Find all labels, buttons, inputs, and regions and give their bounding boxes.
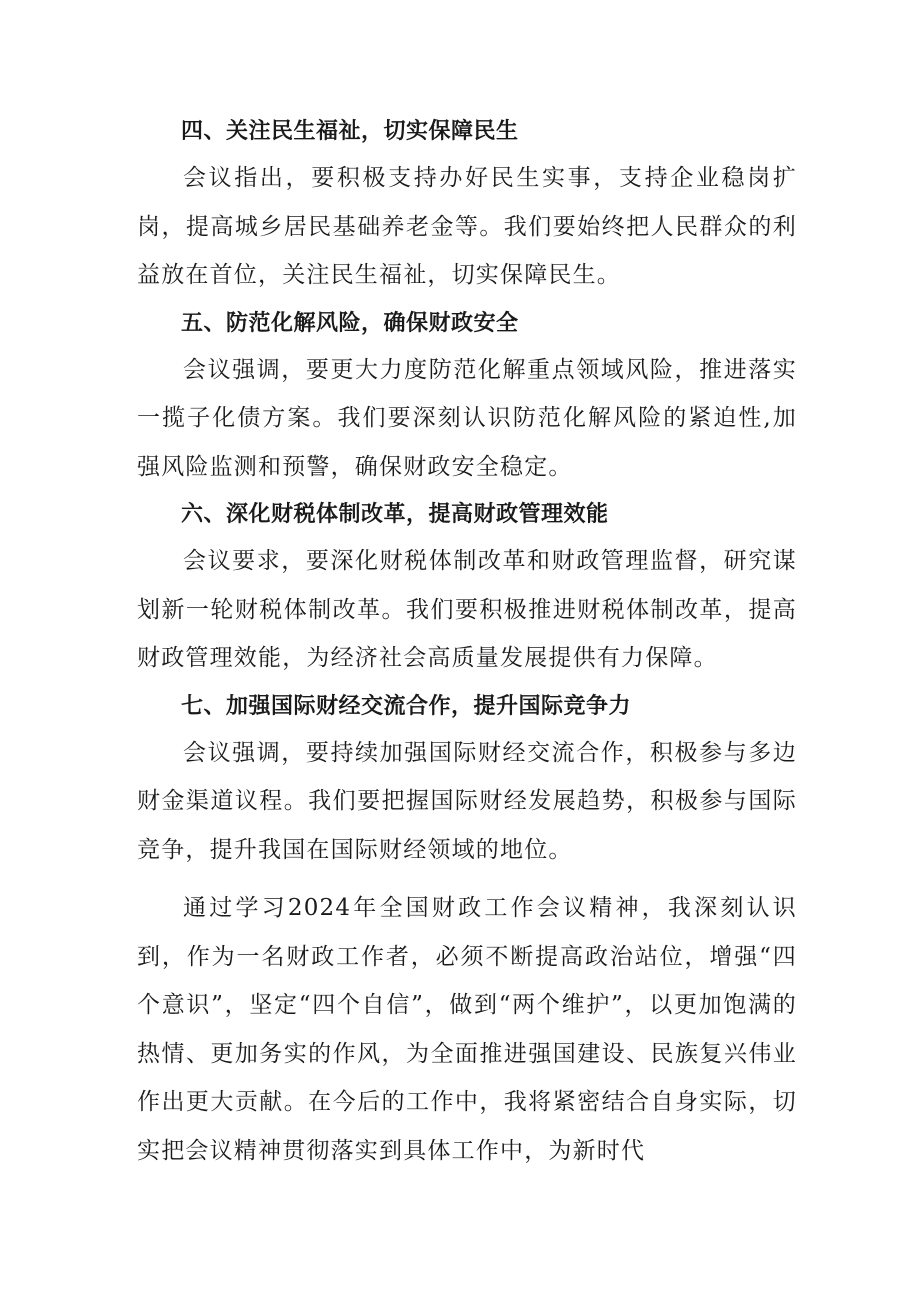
conclusion-paragraph: 通过学习2024年全国财政工作会议精神，我深刻认识到，作为一名财政工作者，必须不断提高政治站位，增强“四个意识”，坚定“四个自信”，做到“两个维护”，以更加饱满的热情、更加务实的作风，为全面推进强国建设、民族复兴伟业作出更大贡献。在今后的工作中，我将紧密结合自身实际，切实把会议精神贯彻落实到具体工作中，为新时代 [137, 895, 797, 1164]
section-heading-7: 七、加强国际财经交流合作，提升国际竞争力 [181, 693, 632, 719]
section-paragraph-6: 会议要求，要深化财税体制改革和财政管理监督，研究谋划新一轮财税体制改革。我们要积极推进财税体制改革，提高财政管理效能，为经济社会高质量发展提供有力保障。 [137, 548, 797, 671]
section-heading-4: 四、关注民生福祉，切实保障民生 [181, 119, 519, 144]
section-paragraph-4: 会议指出，要积极支持办好民生实事，支持企业稳岗扩岗，提高城乡居民基础养老金等。我们要始终把人民群众的利益放在首位，关注民生福祉，切实保障民生。 [137, 165, 797, 288]
section-heading-5: 五、防范化解风险，确保财政安全 [181, 310, 519, 336]
section-heading-6: 六、深化财税体制改革，提高财政管理效能 [181, 502, 609, 527]
section-paragraph-5: 会议强调，要更大力度防范化解重点领域风险，推进落实一揽子化债方案。我们要深刻认识防范化解风险的紧迫性,加强风险监测和预警，确保财政安全稳定。 [137, 356, 797, 480]
section-paragraph-7: 会议强调，要持续加强国际财经交流合作，积极参与多边财金渠道议程。我们要把握国际财经发展趋势，积极参与国际竞争，提升我国在国际财经领域的地位。 [137, 739, 797, 863]
document-body [137, 112, 797, 1175]
